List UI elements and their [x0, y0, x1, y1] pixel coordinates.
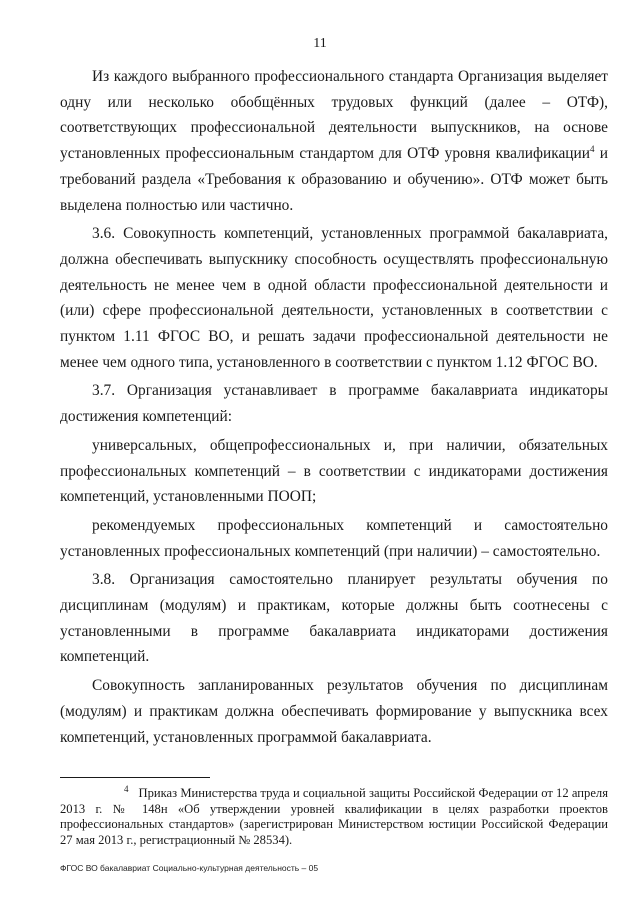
paragraph-recommended-competencies: рекомендуемых профессиональных компетенций и самостоятельно установленных профессиональных компетенций (при наличии) – самостоятельно. — [60, 516, 608, 560]
paragraph-1-text-after: и требований раздела «Требования к образованию и обучению». ОТФ может быть выделена полностью или частично. — [60, 145, 608, 214]
paragraph-1-text-before: Из каждого выбранного профессионального стандарта Организация выделяет одну или несколько обобщённых трудовых функций (далее – ОТФ), соответствующих профессиональной деятельности выпускников, на основе установленных профессиональным стандартом для ОТФ уровня квалификации — [60, 68, 608, 163]
footnote: 4 Приказ Министерства труда и социальной защиты Российской Федерации от 12 апреля 2013 г. № 148н «Об утверждении уровней квалификации в целях разработки проектов профессиональных стандартов» (зарегистрирован Министерством юстиции Российской Федерации 27 мая 2013 г., регистрационный № 28534). — [60, 783, 608, 847]
paragraph-1 — [60, 64, 608, 218]
paragraph-3-7: 3.7. Организация устанавливает в программе бакалавриата индикаторы достижения компетенций: — [60, 382, 608, 426]
page-footer: ФГОС ВО бакалавриат Социально-культурная деятельность – 05 — [60, 863, 319, 873]
paragraph-planned-results: Совокупность запланированных результатов обучения по дисциплинам (модулям) и практикам должна обеспечивать формирование у выпускника всех компетенций, установленных программой бакалавриата. — [60, 677, 608, 746]
paragraph-universal-competencies: универсальных, общепрофессиональных и, при наличии, обязательных профессиональных компетенций – в соответствии с индикаторами достижения компетенций, установленными ПООП; — [60, 436, 608, 506]
footnote-ref: 4 — [590, 143, 595, 154]
footnote-text: Приказ Министерства труда и социальной защиты Российской Федерации от 12 апреля 2013 г. № 148н «Об утверждении уровней квалификации в целях разработки проектов профессиональных стандартов» (зарегистрирован Министерством юстиции Российской Федерации 27 мая 2013 г., регистрационный № 28534). — [60, 786, 608, 847]
body-text — [60, 64, 608, 753]
paragraph-3-8: 3.8. Организация самостоятельно планирует результаты обучения по дисциплинам (модулям) и практикам, которые должны быть соотнесены с установленными в программе бакалавриата индикаторами достижения компетенций. — [60, 571, 608, 666]
paragraph-3-6: 3.6. Совокупность компетенций, установленных программой бакалавриата, должна обеспечивать выпускнику способность осуществлять профессиональную деятельность не менее чем в одной области профессиональной деятельности и (или) сфере профессиональной деятельности, установленных в соответствии с пунктом 1.11 ФГОС ВО, и решать задачи профессиональной деятельности не менее чем одного типа, установленного в соответствии с пунктом 1.12 ФГОС ВО. — [60, 225, 608, 371]
page-number: 11 — [313, 36, 327, 51]
footnote-divider — [60, 777, 210, 778]
